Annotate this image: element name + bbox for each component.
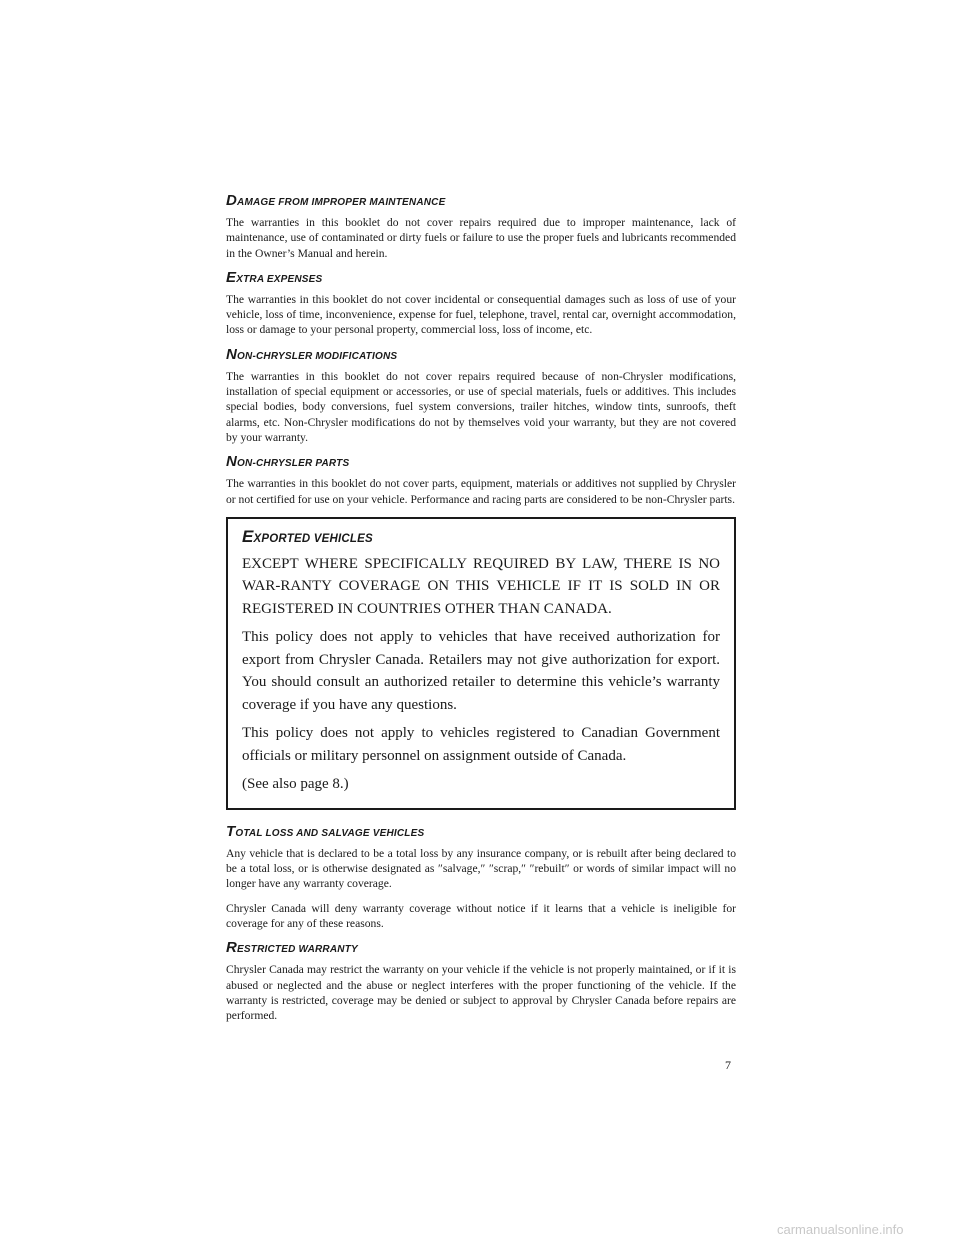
box-paragraph: EXCEPT WHERE SPECIFICALLY REQUIRED BY LAW, THERE IS NO WAR-RANTY COVERAGE ON THIS VEHICLE IF IT IS SOLD IN OR REGISTERED IN COUNTRIES OTHER THAN CANADA. — [242, 555, 720, 617]
section-non-chrysler-parts — [226, 454, 736, 507]
box-paragraph: This policy does not apply to vehicles registered to Canadian Government officials or military personnel on assignment outside of Canada. — [242, 725, 720, 764]
section-paragraph: The warranties in this booklet do not cover parts, equipment, materials or additives not supplied by Chrysler or not certified for use on your vehicle. Performance and racing parts are considered to be non-Chrysler parts. — [226, 477, 736, 506]
section-heading: NON-CHRYSLER MODIFICATIONS — [226, 345, 398, 363]
section-total-loss-salvage — [226, 824, 736, 931]
section-paragraph: The warranties in this booklet do not cover repairs required due to improper maintenance, lack of maintenance, use of contaminated or dirty fuels or failure to use the proper fuels and lubricants recommended in the Owner’s Manual and herein. — [226, 216, 736, 260]
section-heading: DAMAGE FROM IMPROPER MAINTENANCE — [226, 192, 446, 209]
section-restricted-warranty — [226, 940, 736, 1023]
section-heading: TOTAL LOSS AND SALVAGE VEHICLES — [226, 822, 425, 840]
section-paragraph: Chrysler Canada may restrict the warranty on your vehicle if the vehicle is not properly maintained, or if it is abused or neglected and the abuse or neglect interferes with the proper functioning of the vehicle. If the warranty is restricted, coverage may be denied or subject to approval by Chrysler Canada before repairs are performed. — [226, 963, 736, 1023]
section-paragraph: Any vehicle that is declared to be a total loss by any insurance company, or is rebuilt after being declared to be a total loss, or is otherwise designated as ″salvage,″ ″scrap,″ ″rebuilt″ or words of similar impact will no longer have any warranty coverage. — [226, 846, 736, 891]
footer-watermark: carmanualsonline.info — [777, 1222, 904, 1237]
exported-vehicles-notice-box — [226, 517, 736, 810]
box-paragraph: This policy does not apply to vehicles that have received authorization for export from Chrysler Canada. Retailers may not give authorization for export. You should consult an authorized retailer to determine this vehicle’s warranty coverage if you have any questions. — [242, 629, 720, 713]
section-extra-expenses — [226, 270, 736, 338]
section-paragraph: The warranties in this booklet do not cover incidental or consequential damages such as loss of use of your vehicle, loss of time, inconvenience, expense for fuel, telephone, travel, rental car, overnight accommodation, loss or damage to your personal property, commercial loss, loss of income, etc. — [226, 292, 736, 337]
page-number: 7 — [725, 1058, 731, 1072]
box-paragraph: (See also page 8.) — [242, 776, 349, 793]
section-paragraph: Chrysler Canada will deny warranty coverage without notice if it learns that a vehicle is ineligible for coverage for any of these reasons. — [226, 901, 736, 931]
section-heading: EXTRA EXPENSES — [226, 268, 323, 286]
section-paragraph: The warranties in this booklet do not cover repairs required because of non-Chrysler modifications, installation of special equipment or accessories, or use of special materials, fuels or additives. This includes special bodies, body conversions, fuel system conversions, trailer hitches, window tints, sunroofs, theft alarms, etc. Non-Chrysler modifications do not by themselves void your warranty, but they are not covered by your warranty. — [226, 369, 736, 444]
section-heading: NON-CHRYSLER PARTS — [226, 453, 350, 471]
section-non-chrysler-modifications — [226, 347, 736, 445]
section-heading: RESTRICTED WARRANTY — [226, 939, 358, 957]
manual-page-content — [226, 193, 736, 1033]
box-heading: EXPORTED VEHICLES — [242, 526, 373, 546]
section-damage-improper-maintenance — [226, 193, 736, 261]
